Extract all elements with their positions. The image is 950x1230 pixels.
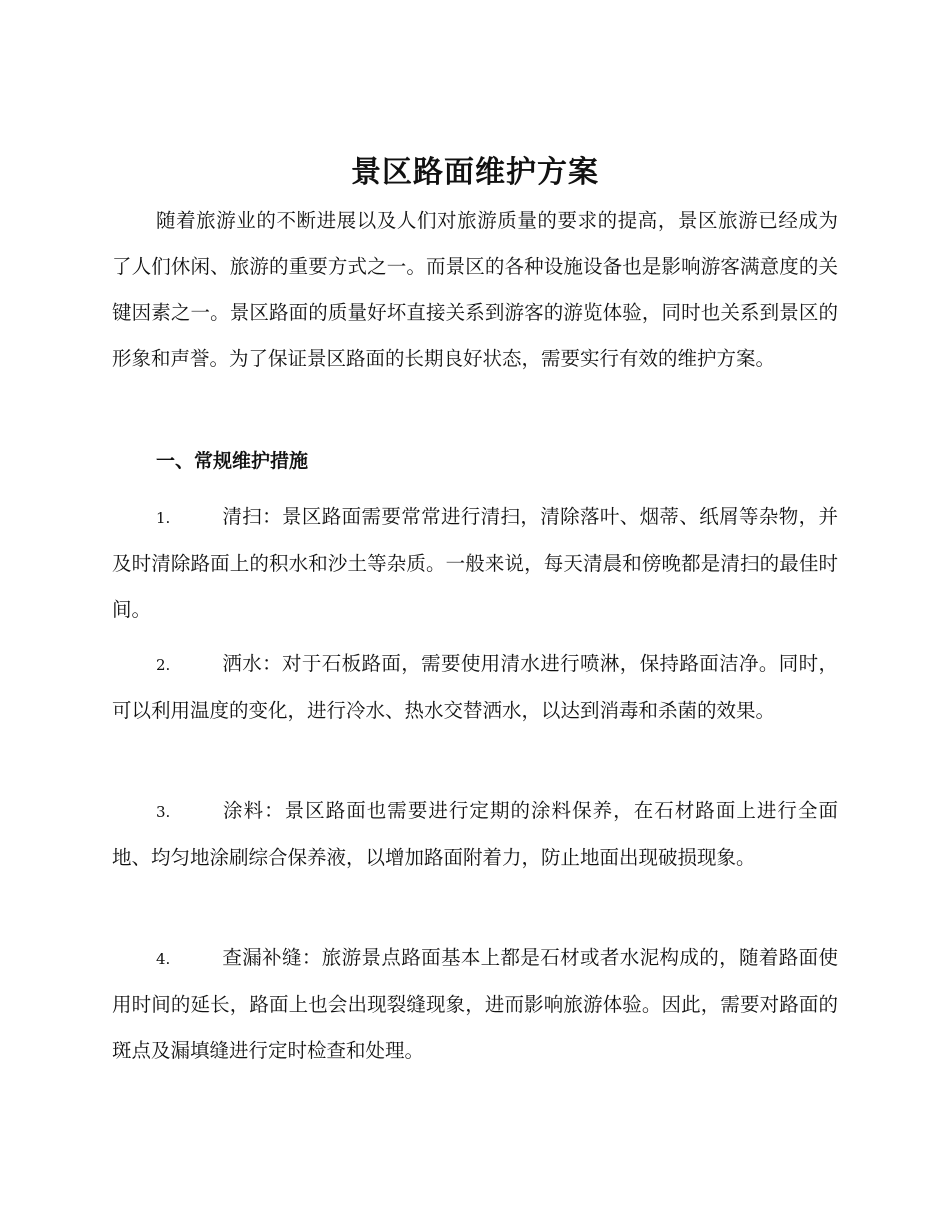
intro-paragraph: 随着旅游业的不断进展以及人们对旅游质量的要求的提高，景区旅游已经成为了人们休闲、旅游的重要方式之一。而景区的各种设施设备也是影响游客满意度的关键因素之一。景区路面的质量好坏直接关系到游客的游览体验，同时也关系到景区的形象和声誉。为了保证景区路面的长期良好状态，需要实行有效的维护方案。	[112, 209, 838, 370]
list-item-text: 涂料：景区路面也需要进行定期的涂料保养，在石材路面上进行全面地、均匀地涂刷综合保养液，以增加路面附着力，防止地面出现破损现象。	[112, 799, 838, 869]
list-item-number: 2.	[156, 656, 171, 674]
document-title: 景区路面维护方案	[351, 155, 599, 190]
list-item	[112, 788, 838, 881]
list-item-number: 1.	[156, 509, 171, 527]
list-item	[112, 641, 838, 734]
list-item	[112, 494, 838, 633]
list-item-text: 洒水：对于石板路面，需要使用清水进行喷淋，保持路面洁净。同时，可以利用温度的变化，进行冷水、热水交替洒水，以达到消毒和杀菌的效果。	[112, 652, 838, 722]
list-item-number: 4.	[156, 950, 171, 968]
list-item	[112, 935, 838, 1074]
list-item-text: 查漏补缝：旅游景点路面基本上都是石材或者水泥构成的，随着路面使用时间的延长，路面上也会出现裂缝现象，进而影响旅游体验。因此，需要对路面的斑点及漏填缝进行定时检查和处理。	[112, 946, 838, 1062]
list-item-number: 3.	[156, 803, 171, 821]
list-item-text: 清扫：景区路面需要常常进行清扫，清除落叶、烟蒂、纸屑等杂物，并及时清除路面上的积水和沙土等杂质。一般来说，每天清晨和傍晚都是清扫的最佳时间。	[112, 505, 838, 621]
section-heading: 一、常规维护措施	[156, 450, 309, 472]
